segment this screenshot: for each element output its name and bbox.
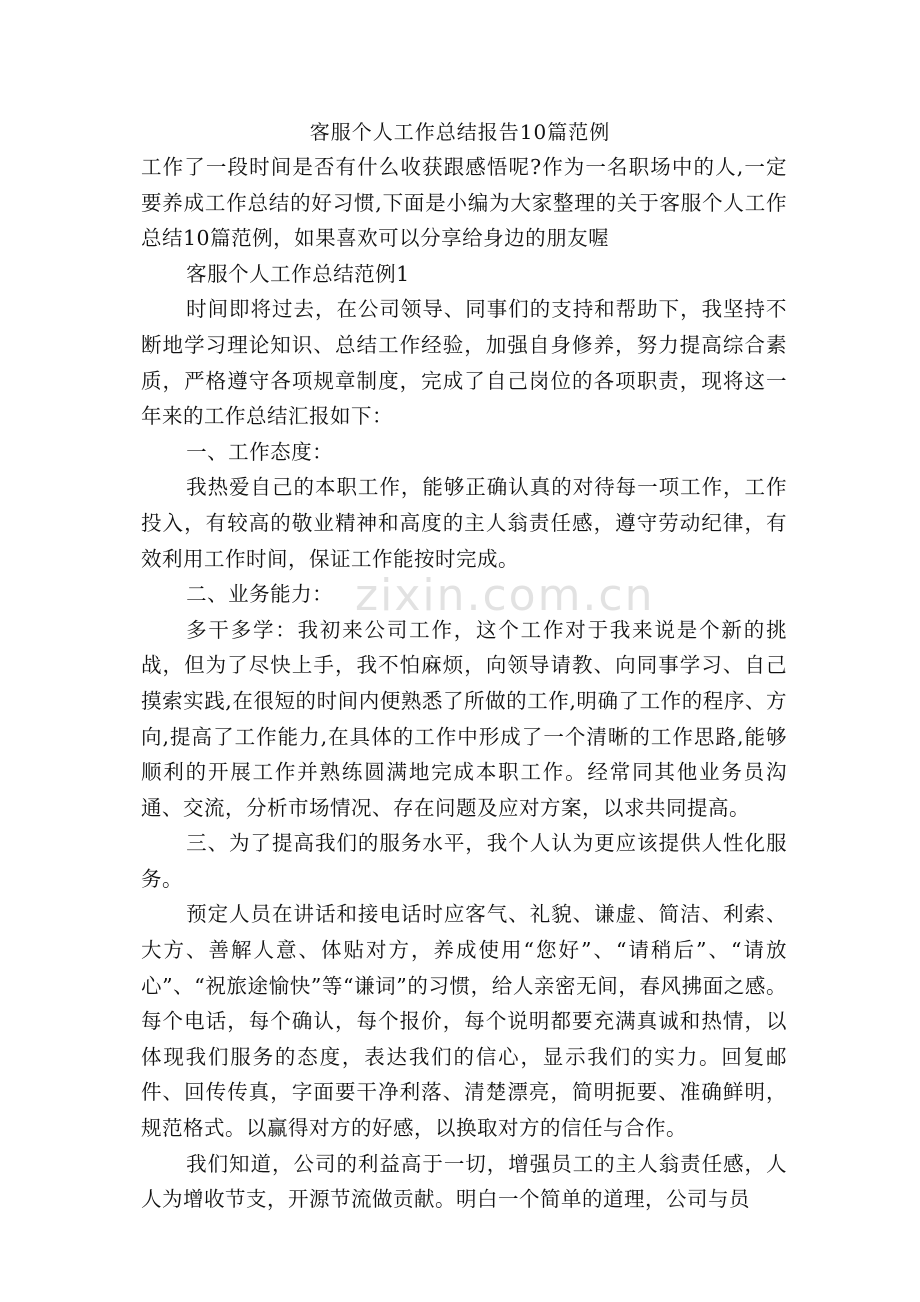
document-body: [141, 150, 787, 1218]
section-heading-service: 三、为了提高我们的服务水平，我个人认为更应该提供人性化服务。: [141, 831, 787, 891]
watermark: zixin.com.cn: [355, 570, 655, 621]
section-heading-business-ability: 二、业务能力：: [186, 582, 334, 607]
body-paragraph: 预定人员在讲话和接电话时应客气、礼貌、谦虚、简洁、利索、大方、善解人意、体贴对方，养成使用“您好”、“请稍后”、“请放心”、“祝旅途愉快”等“谦词”的习惯，给人亲密无间，春风拂面之感。每个电话，每个确认，每个报价，每个说明都要充满真诚和热情，以体现我们服务的态度，表达我们的信心，显示我们的实力。回复邮件、回传传真，字面要干净利落、清楚漂亮，简明扼要、准确鲜明，规范格式。以赢得对方的好感，以换取对方的信任与合作。: [141, 902, 787, 1141]
body-paragraph: 时间即将过去，在公司领导、同事们的支持和帮助下，我坚持不断地学习理论知识、总结工作经验，加强自身修养，努力提高综合素质，严格遵守各项规章制度，完成了自己岗位的各项职责，现将这一年来的工作总结汇报如下：: [141, 297, 787, 429]
section-heading-work-attitude: 一、工作态度：: [186, 439, 334, 464]
body-paragraph: 我们知道，公司的利益高于一切，增强员工的主人翁责任感，人人为增收节支，开源节流做贡献。明白一个简单的道理，公司与员: [141, 1151, 787, 1212]
intro-paragraph: 工作了一段时间是否有什么收获跟感悟呢?作为一名职场中的人,一定要养成工作总结的好习惯,下面是小编为大家整理的关于客服个人工作总结10篇范例，如果喜欢可以分享给身边的朋友喔: [141, 155, 787, 251]
body-paragraph: 我热爱自己的本职工作，能够正确认真的对待每一项工作，工作投入，有较高的敬业精神和高度的主人翁责任感，遵守劳动纪律，有效利用工作时间，保证工作能按时完成。: [141, 475, 787, 571]
section-heading-example-1: 客服个人工作总结范例1: [186, 261, 410, 286]
document-title: 客服个人工作总结报告10篇范例: [309, 120, 611, 144]
body-paragraph: 多干多学：我初来公司工作，这个工作对于我来说是个新的挑战，但为了尽快上手，我不怕麻烦，向领导请教、向同事学习、自己摸索实践,在很短的时间内便熟悉了所做的工作,明确了工作的程序、方向,提高了工作能力,在具体的工作中形成了一个清晰的工作思路,能够顺利的开展工作并熟练圆满地完成本职工作。经常同其他业务员沟通、交流，分析市场情况、存在问题及应对方案，以求共同提高。: [141, 617, 787, 820]
